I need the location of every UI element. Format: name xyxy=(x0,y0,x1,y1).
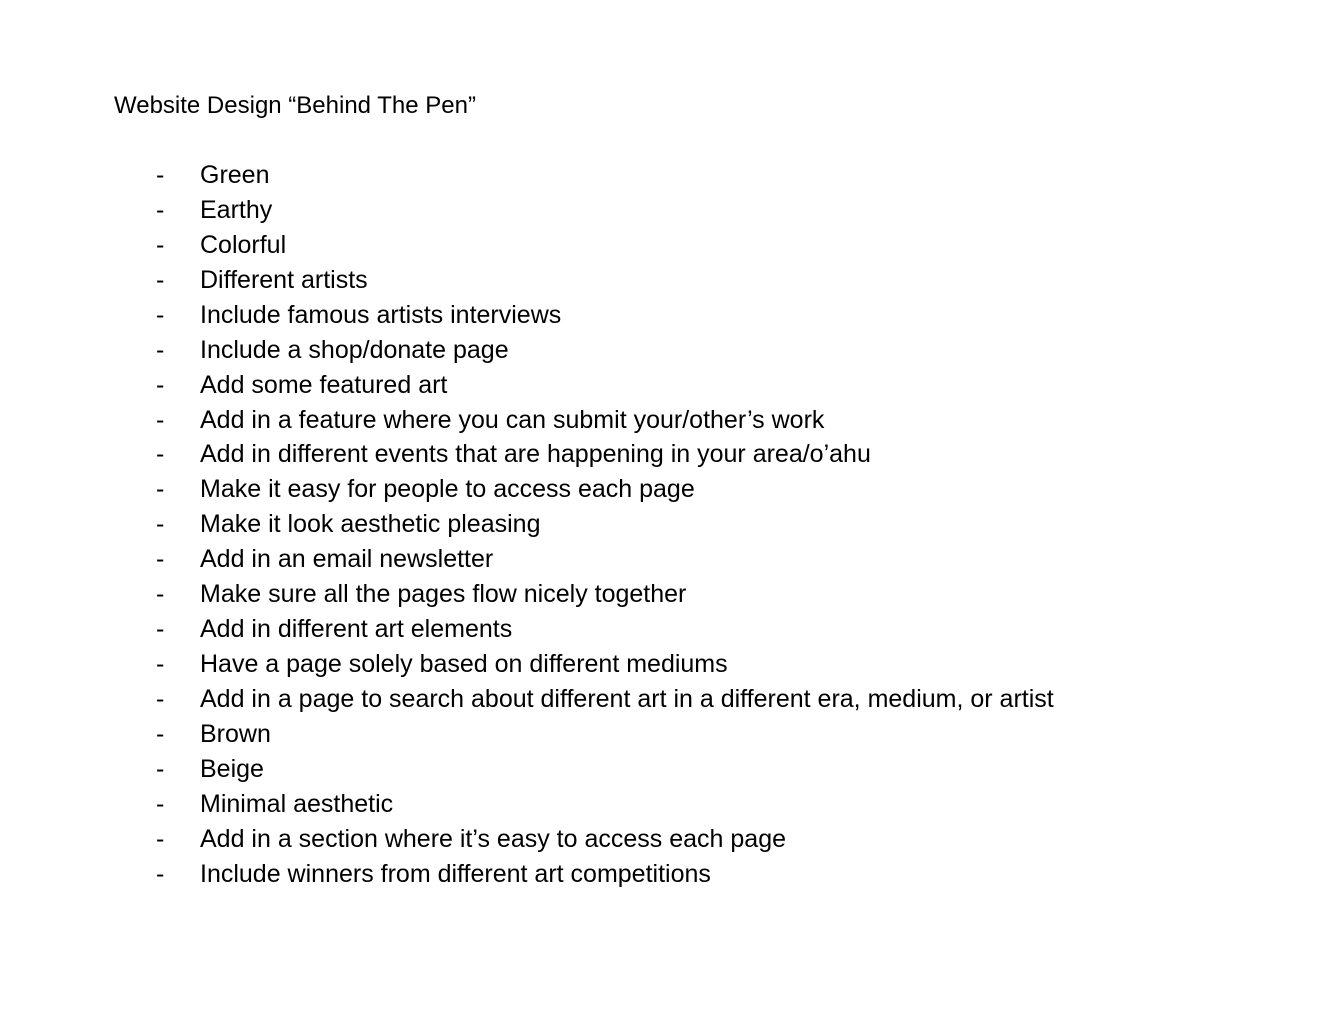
list-item-text: Make it look aesthetic pleasing xyxy=(200,510,541,539)
list-item xyxy=(156,368,1054,403)
bullet-dash: - xyxy=(156,650,165,679)
list-item-text: Colorful xyxy=(200,230,287,259)
list-item xyxy=(156,717,1054,752)
list-item xyxy=(156,403,1054,438)
list-item xyxy=(156,298,1054,333)
list-item-text: Make sure all the pages flow nicely together xyxy=(200,580,687,609)
bullet-dash: - xyxy=(156,405,165,434)
bullet-dash: - xyxy=(156,370,165,399)
list-item xyxy=(156,438,1054,473)
list-item xyxy=(156,193,1054,228)
bullet-dash: - xyxy=(156,719,165,748)
document-title: Website Design “Behind The Pen” xyxy=(114,92,476,119)
list-item-text: Minimal aesthetic xyxy=(200,789,394,818)
list-item xyxy=(156,682,1054,717)
bullet-dash: - xyxy=(156,335,165,364)
list-item xyxy=(156,647,1054,682)
list-item xyxy=(156,158,1054,193)
bullet-dash: - xyxy=(156,685,165,714)
list-item-text: Add in a section where it’s easy to access each page xyxy=(200,824,786,853)
list-item-text: Add some featured art xyxy=(200,370,448,399)
list-item-text: Green xyxy=(200,160,270,189)
bullet-dash: - xyxy=(156,230,165,259)
bullet-dash: - xyxy=(156,545,165,574)
list-item-text: Brown xyxy=(200,719,271,748)
bullet-dash: - xyxy=(156,615,165,644)
list-item-text: Have a page solely based on different mediums xyxy=(200,650,728,679)
list-item-text: Add in different events that are happening in your area/o’ahu xyxy=(200,440,871,469)
list-item xyxy=(156,787,1054,822)
list-item xyxy=(156,228,1054,263)
bullet-dash: - xyxy=(156,440,165,469)
bullet-dash: - xyxy=(156,859,165,888)
bullet-dash: - xyxy=(156,754,165,783)
list-item xyxy=(156,857,1054,892)
bullet-dash: - xyxy=(156,265,165,294)
bullet-dash: - xyxy=(156,789,165,818)
list-item-text: Add in a page to search about different art in a different era, medium, or artist xyxy=(200,685,1054,714)
list-item xyxy=(156,752,1054,787)
bullet-dash: - xyxy=(156,580,165,609)
list-item-text: Include winners from different art competitions xyxy=(200,859,711,888)
list-item xyxy=(156,612,1054,647)
list-item xyxy=(156,822,1054,857)
list-item xyxy=(156,507,1054,542)
bullet-dash: - xyxy=(156,475,165,504)
list-item-text: Add in a feature where you can submit your/other’s work xyxy=(200,405,825,434)
list-item-text: Different artists xyxy=(200,265,368,294)
list-item-text: Make it easy for people to access each page xyxy=(200,475,695,504)
bullet-dash: - xyxy=(156,824,165,853)
list-item xyxy=(156,263,1054,298)
bullet-dash: - xyxy=(156,160,165,189)
bullet-dash: - xyxy=(156,195,165,224)
bullet-dash: - xyxy=(156,510,165,539)
list-item-text: Include a shop/donate page xyxy=(200,335,509,364)
list-item-text: Earthy xyxy=(200,195,273,224)
list-item-text: Include famous artists interviews xyxy=(200,300,562,329)
list-item-text: Beige xyxy=(200,754,264,783)
bullet-dash: - xyxy=(156,300,165,329)
list-item-text: Add in an email newsletter xyxy=(200,545,494,574)
list-item xyxy=(156,577,1054,612)
list-item xyxy=(156,333,1054,368)
list-item-text: Add in different art elements xyxy=(200,615,513,644)
bullet-list xyxy=(156,158,1054,892)
list-item xyxy=(156,472,1054,507)
list-item xyxy=(156,542,1054,577)
